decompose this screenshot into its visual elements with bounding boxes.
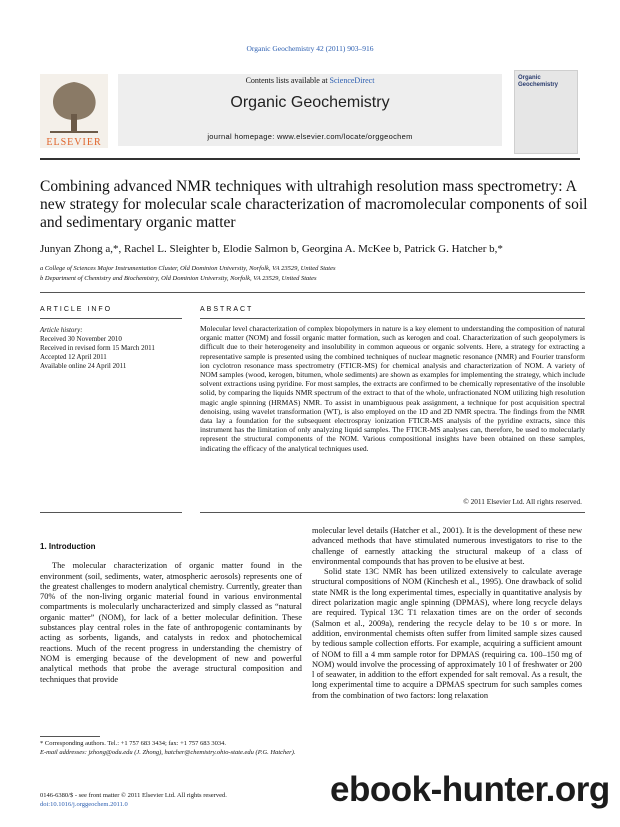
footnotes: [40, 740, 302, 757]
corresponding-note: * Corresponding authors. Tel.: +1 757 683 3434; fax: +1 757 683 3034.: [40, 740, 227, 747]
abstract-bottom-rule: [200, 512, 585, 513]
front-matter: [40, 792, 302, 809]
affiliation-b: b Department of Chemistry and Biochemistry, Old Dominion University, Norfolk, VA 23529, United States: [40, 275, 317, 282]
article-title: Combining advanced NMR techniques with ultrahigh resolution mass spectrometry: A new strategy for molecular scale characterization of macromolecular components of soil and sedimentary organic matter: [40, 178, 588, 231]
journal-cover-thumbnail: [514, 70, 578, 154]
watermark: ebook-hunter.org: [330, 770, 610, 809]
email-note[interactable]: E-mail addresses: jzhong@odu.edu (J. Zhong), hatcher@chemistry.ohio-state.edu (P.G. Hatcher).: [40, 748, 296, 756]
affiliation-rule: [40, 292, 585, 293]
running-head[interactable]: Organic Geochemistry 42 (2011) 903–916: [246, 44, 374, 53]
body-left-column: [40, 542, 302, 685]
abstract-rule: [200, 318, 585, 319]
contents-line: [118, 76, 502, 85]
publisher-logo-text: ELSEVIER: [46, 137, 102, 148]
masthead-rule: [40, 158, 580, 160]
history-item: Received in revised form 15 March 2011: [40, 344, 155, 352]
article-info-bottom-rule: [40, 512, 182, 513]
author-list: Junyan Zhong a,*, Rachel L. Sleighter b, Elodie Salmon b, Georgina A. McKee b, Patrick G. Hatcher b,*: [40, 243, 503, 255]
paragraph: molecular level details (Hatcher et al., 2001). It is the development of these new advanced methods that have stimulated numerous investigators to rise to the challenge of earnestly attacking the structural makeup of a class of environmental compounds that has proven to be elusive at best.: [312, 526, 582, 566]
body-right-column: [312, 526, 582, 701]
history-item: Accepted 12 April 2011: [40, 353, 107, 361]
issn-line: 0146-6380/$ - see front matter © 2011 Elsevier Ltd. All rights reserved.: [40, 792, 227, 799]
article-history: [40, 326, 180, 371]
abstract-heading: ABSTRACT: [200, 306, 254, 313]
journal-homepage[interactable]: journal homepage: www.elsevier.com/locate/orggeochem: [207, 132, 413, 141]
history-label: Article history:: [40, 326, 83, 334]
copyright: © 2011 Elsevier Ltd. All rights reserved.: [463, 497, 582, 506]
paragraph: Solid state 13C NMR has been utilized extensively to calculate average structural compositions of NOM (Kinchesh et al., 1995). One drawback of solid state NMR is the long experimental times, especially in quantitative analysis by direct polarization magic angle spinning (DPMAS), where long recycle delays are required. Typical 13C T1 relaxation times are on the order of seconds (Salmon et al., 2009a), rendering the recycle delay to be 10 s or more. In addition, environmental chemists often suffer from limited sample sizes caused by tedious sample collection efforts. For example, acquiring a sufficient amount of NOM to fill a 4 mm sample rotor for DPMAS (requiring ca. 100–150 mg of NOM) would involve the processing of approximately 10 l of freshwater or 200 l of seawater, in addition to the effort expended for salt removal. As a result, the long experimental time to acquire a DPMAS spectrum for such samples comes from the combination of two factors: long relaxation: [312, 567, 582, 700]
section-heading: 1. Introduction: [40, 542, 96, 551]
history-item: Received 30 November 2010: [40, 335, 122, 343]
abstract-text: Molecular level characterization of complex biopolymers in nature is a key element to understanding the composition of natural organic matter (NOM) and fossil organic matter formation, such as kerogen and coal. Characterization of such geopolymers is difficult due to their heterogeneity and insolubility in common aqueous or organic solvents. Here, a strategy for extracting a representative sample is presented using the combined techniques of nuclear magnetic resonance (NMR) and Fourier transform ion cyclotron resonance mass spectrometry (FTICR-MS) for chemical analysis and characterization of NOM. A variety of NOM samples (wood, kerogen, bitumen, whole sediments) are shown as examples for implementing the strategy, which include solvent extractions using pyridine. For most samples, the extracts are confirmed to be chemically representative of the insoluble solid, by comparing the liquids NMR spectrum of the extract to that of the whole, unfractionated NOM utilizing high resolution magic angle spinning (HRMAS) NMR. To assist in unambiguous peak assignment, a technique for post acquisition spectral denoising, using wavelet transformation (WT), is also employed on the 1D and 2D NMR spectra. The findings from the NMR data lay a foundation for the subsequent electrospray ionization FTICR-MS analysis of the pyridine extracts, since this instrument has the limitation of only analyzing liquid samples. The FTICR-MS analyses can, therefore, be used to molecularly represent the structural components of the NOM. Various compositional insights have been obtained on these samples, indicating the efficacy of the analytical techniques used.: [200, 324, 585, 453]
paragraph: The molecular characterization of organic matter found in the environment (soil, sediments, water, atmospheric aerosols) represents one of the greatest challenges to modern analytical chemistry. Currently, greater than 70% of the non-living organic material found in various environmental compartments is molecularly uncharacterized and simply classed as “natural organic matter” (NOM), for lack of a better molecular definition. These substances play central roles in the fate of anthropogenic contaminants by acting as sorbents, ligands, and catalysts in redox and photochemical reactions. Much of the recent progress in understanding the chemistry of NOM is emerging because of the development of new and powerful analytical methods that probe the average structural composition and techniques that provide: [40, 561, 302, 684]
sciencedirect-link[interactable]: ScienceDirect: [329, 76, 375, 85]
cover-title: Organic Geochemistry: [518, 75, 559, 88]
contents-prefix: Contents lists available at: [245, 76, 330, 85]
footnote-rule: [40, 736, 100, 737]
history-item: Available online 24 April 2011: [40, 362, 127, 370]
journal-title: Organic Geochemistry: [230, 94, 390, 111]
article-info-heading: ARTICLE INFO: [40, 306, 113, 313]
article-info-rule: [40, 318, 182, 319]
affiliation-a: a College of Sciences Major Instrumentation Cluster, Old Dominion University, Norfolk, VA 23529, United States: [40, 265, 336, 272]
doi-link[interactable]: doi:10.1016/j.orggeochem.2011.0: [40, 800, 128, 808]
